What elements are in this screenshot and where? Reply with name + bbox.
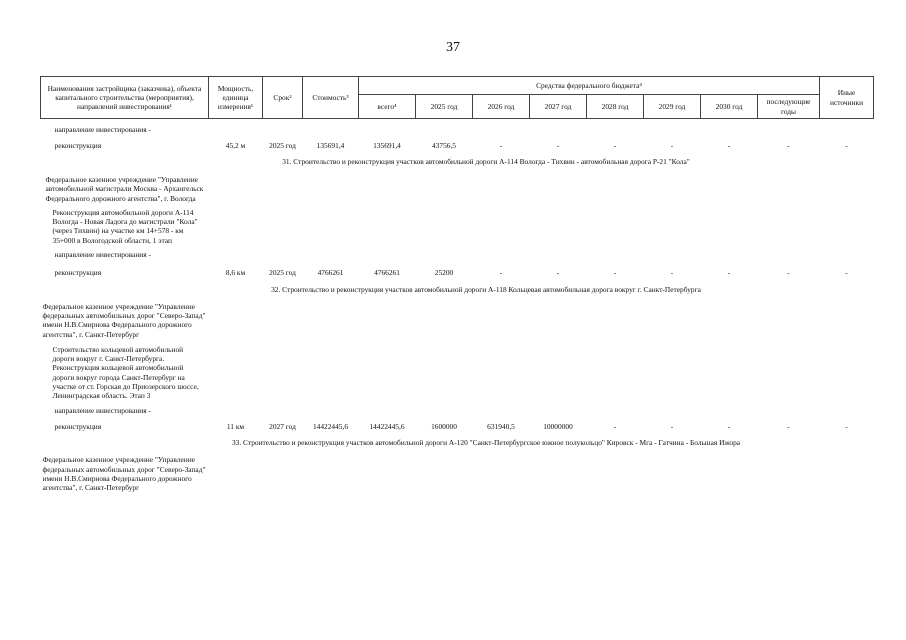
row-capacity: 45,2 м <box>225 141 246 150</box>
header-name: Наименования застройщика (заказчика), объекта капитального строительства (мероприятия), направлений инвестирования¹ <box>41 77 209 119</box>
cell: - <box>613 267 617 277</box>
section-title: 31. Строительство и реконструкция участков автомобильной дороги А-114 Вологда - Тихвин - автомобильная дорога Р-21 "Кола" <box>282 157 690 166</box>
object-description: Реконструкция автомобильной дороги А-114 Вологда - Новая Ладога до магистрали "Кола" (через Тихвин) на участке км 14+578 - км 35+000 в Вологодской области, 1 этап <box>52 207 198 245</box>
row-term: 2025 год <box>269 267 296 277</box>
cell: - <box>727 267 731 277</box>
subheader-2026: 2026 год <box>473 95 530 119</box>
row-label: реконструкция <box>54 422 102 432</box>
cell: - <box>845 267 848 277</box>
subheader-2030: 2030 год <box>701 95 758 119</box>
row-cost: 14422445,6 <box>312 422 349 432</box>
direction-label: направление инвестирования - <box>54 125 151 134</box>
direction-label: направление инвестирования - <box>54 249 151 259</box>
row-cost: 135691,4 <box>316 141 345 150</box>
organization: Федеральное казенное учреждение "Управление федеральных автомобильных дорог "Северо-Запад" имени Н.В.Смирнова Федерального дорожного агентства", г. Санкт-Петербург <box>42 301 206 339</box>
subheader-2029: 2029 год <box>644 95 701 119</box>
row-label: реконструкция <box>54 141 102 150</box>
table-row <box>41 141 874 157</box>
row-capacity: 11 км <box>226 422 245 432</box>
header-federal: Средства федерального бюджета⁴ <box>359 77 820 95</box>
cell: 631940,5 <box>487 422 515 432</box>
row-capacity: 8,6 км <box>225 267 246 277</box>
cell: - <box>787 422 790 432</box>
row-cost: 4766261 <box>317 267 344 277</box>
cell: - <box>727 141 731 150</box>
cell: - <box>499 141 503 150</box>
cell: - <box>670 422 674 432</box>
cell: 10000000 <box>543 422 573 432</box>
header-term: Срок² <box>263 77 303 119</box>
header-capacity: Мощность, единица измерения¹ <box>209 77 263 119</box>
direction-label: направление инвестирования - <box>54 406 151 416</box>
cell: - <box>787 141 790 150</box>
cell: 25200 <box>434 267 454 277</box>
cell: - <box>727 422 731 432</box>
section-title: 32. Строительство и реконструкция участков автомобильной дороги А-118 Кольцевая автомобильная дорога вокруг г. Санкт-Петербурга <box>271 284 701 294</box>
cell: 1600000 <box>431 422 457 432</box>
organization: Федеральное казенное учреждение "Управление автомобильной магистрали Москва - Архангельск Федерального дорожного агентства", г. Вологда <box>45 175 204 203</box>
subheader-2025: 2025 год <box>416 95 473 119</box>
cell: - <box>499 267 503 277</box>
cell: 14422445,6 <box>369 422 405 432</box>
cell: - <box>556 267 560 277</box>
page-number: 37 <box>446 40 460 55</box>
header-cost: Стоимость³ <box>303 77 359 119</box>
object-description: Строительство кольцевой автомобильной дороги вокруг г. Санкт-Петербурга. Реконструкция кольцевой автомобильной дороги вокруг города Санкт-Петербург на участке от ст. Горская до Приозерского шоссе, Ленинградская область. Этап 3 <box>52 344 199 400</box>
cell: - <box>670 267 674 277</box>
row-term: 2025 год <box>269 141 296 150</box>
subheader-later: последующие годы <box>758 95 820 119</box>
table-row <box>41 418 874 434</box>
cell: - <box>613 422 617 432</box>
cell: - <box>845 141 848 150</box>
cell: - <box>787 267 790 277</box>
investment-table <box>40 76 874 492</box>
row-label: реконструкция <box>54 267 102 277</box>
table-row <box>41 263 874 281</box>
organization: Федеральное казенное учреждение "Управление федеральных автомобильных дорог "Северо-Запад" имени Н.В.Смирнова Федерального дорожного агентства", г. Санкт-Петербург <box>42 455 206 492</box>
subheader-total: всего⁴ <box>359 95 416 119</box>
cell: - <box>670 141 674 150</box>
cell: - <box>613 141 617 150</box>
subheader-2027: 2027 год <box>530 95 587 119</box>
cell: 4766261 <box>374 267 400 277</box>
row-term: 2027 год <box>269 422 296 432</box>
cell: - <box>556 141 560 150</box>
cell: 135691,4 <box>373 141 401 150</box>
subheader-2028: 2028 год <box>587 95 644 119</box>
cell: - <box>845 422 848 432</box>
header-other: Иные источники <box>820 77 874 119</box>
cell: 43756,5 <box>431 141 457 150</box>
section-title: 33. Строительство и реконструкция участков автомобильной дороги А-120 "Санкт-Петербургское южное полукольцо" Кировск - Мга - Гатчина - Большая Ижора <box>231 438 741 448</box>
